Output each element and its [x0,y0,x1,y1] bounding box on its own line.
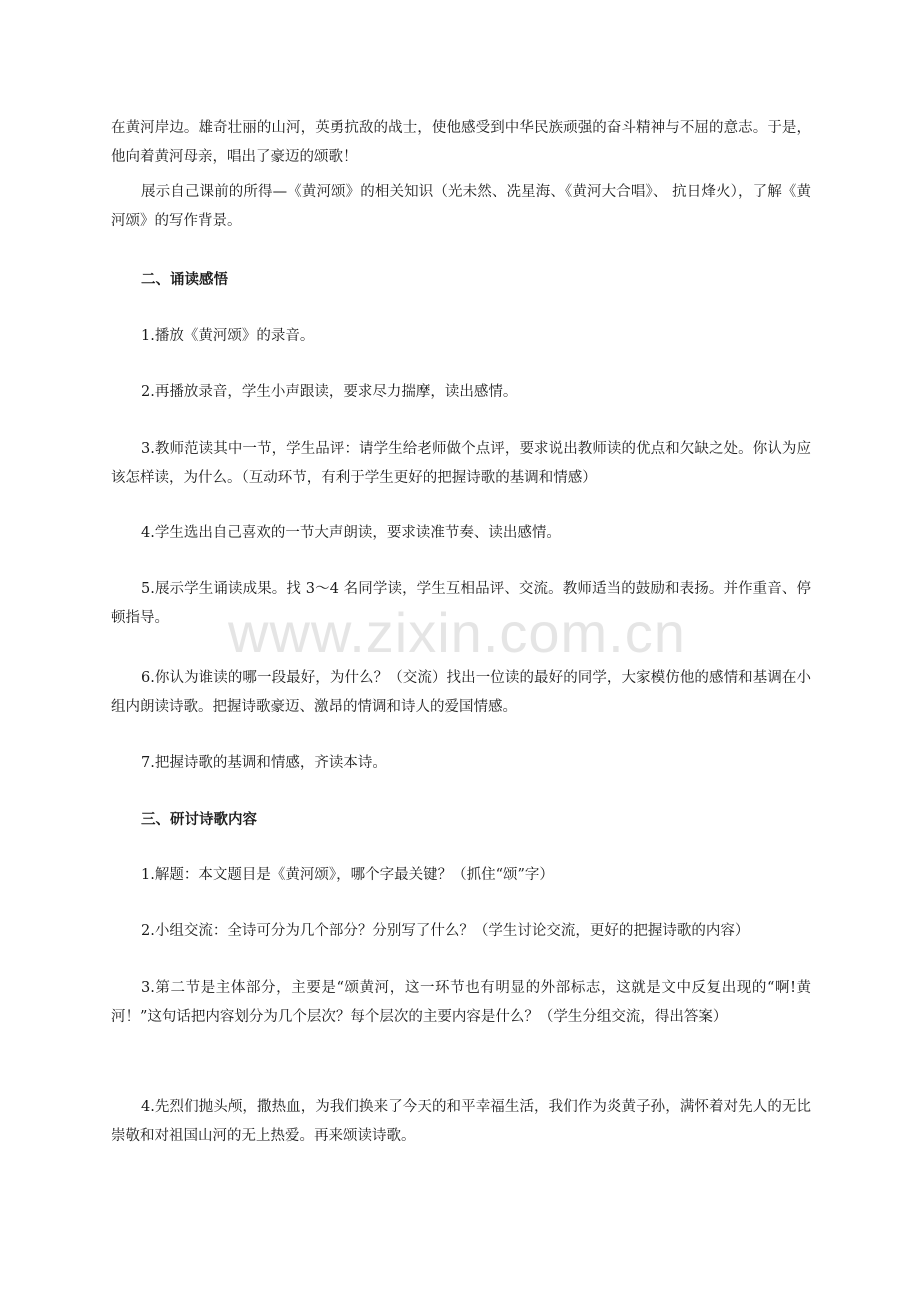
list-item: 2.再播放录音，学生小声跟读，要求尽力揣摩，读出感情。 [141,384,518,400]
list-item: 4.学生选出自己喜欢的一节大声朗读，要求读准节奏、读出感情。 [141,525,561,541]
watermark: www.zixin.com.cn [228,601,686,664]
intro-text-2: 展示自己课前的所得—《黄河颂》的相关知识（光未然、冼星海、《黄河大合唱》、 抗日烽火），了解《黄河颂》的写作背景。 [111,184,811,229]
list-item: 5.展示学生诵读成果。找 3～4 名同学读，学生互相品评、交流。教师适当的鼓励和表扬。并作重音、停顿指导。 [111,581,811,626]
list-item: 4.先烈们抛头颅，撒热血，为我们换来了今天的和平幸福生活，我们作为炎黄子孙，满怀着对先人的无比崇敬和对祖国山河的无上热爱。再来颂读诗歌。 [111,1099,811,1144]
intro-text-1: 在黄河岸边。雄奇壮丽的山河，英勇抗敌的战士，使他感受到中华民族顽强的奋斗精神与不屈的意志。于是，他向着黄河母亲，唱出了豪迈的颂歌！ [111,120,811,165]
list-item: 1.解题：本文题目是《黄河颂》，哪个字最关键？（抓住“颂”字） [141,867,554,883]
section-heading-3: 三、研讨诗歌内容 [141,812,257,828]
intro-paragraph-2 [111,178,811,236]
section-heading-2: 二、诵读感悟 [141,272,228,288]
list-item: 3.第二节是主体部分，主要是“颂黄河，这一环节也有明显的外部标志，这就是文中反复出现的“啊!黄河！”这句话把内容划分为几个层次？每个层次的主要内容是什么？（学生分组交流，得出答案） [111,980,811,1025]
list-item: 6.你认为谁读的哪一段最好，为什么？（交流）找出一位读的最好的同学，大家模仿他的感情和基调在小组内朗读诗歌。把握诗歌豪迈、激昂的情调和诗人的爱国情感。 [111,670,811,715]
list-item: 7.把握诗歌的基调和情感，齐读本诗。 [141,755,387,771]
intro-paragraph-1 [111,114,811,172]
list-item: 1.播放《黄河颂》的录音。 [141,328,315,344]
list-item: 2.小组交流：全诗可分为几个部分？分别写了什么？（学生讨论交流，更好的把握诗歌的内容） [141,923,750,939]
list-item: 3.教师范读其中一节，学生品评：请学生给老师做个点评，要求说出教师读的优点和欠缺之处。你认为应该怎样读，为什么。（互动环节，有利于学生更好的把握诗歌的基调和情感） [111,441,811,486]
